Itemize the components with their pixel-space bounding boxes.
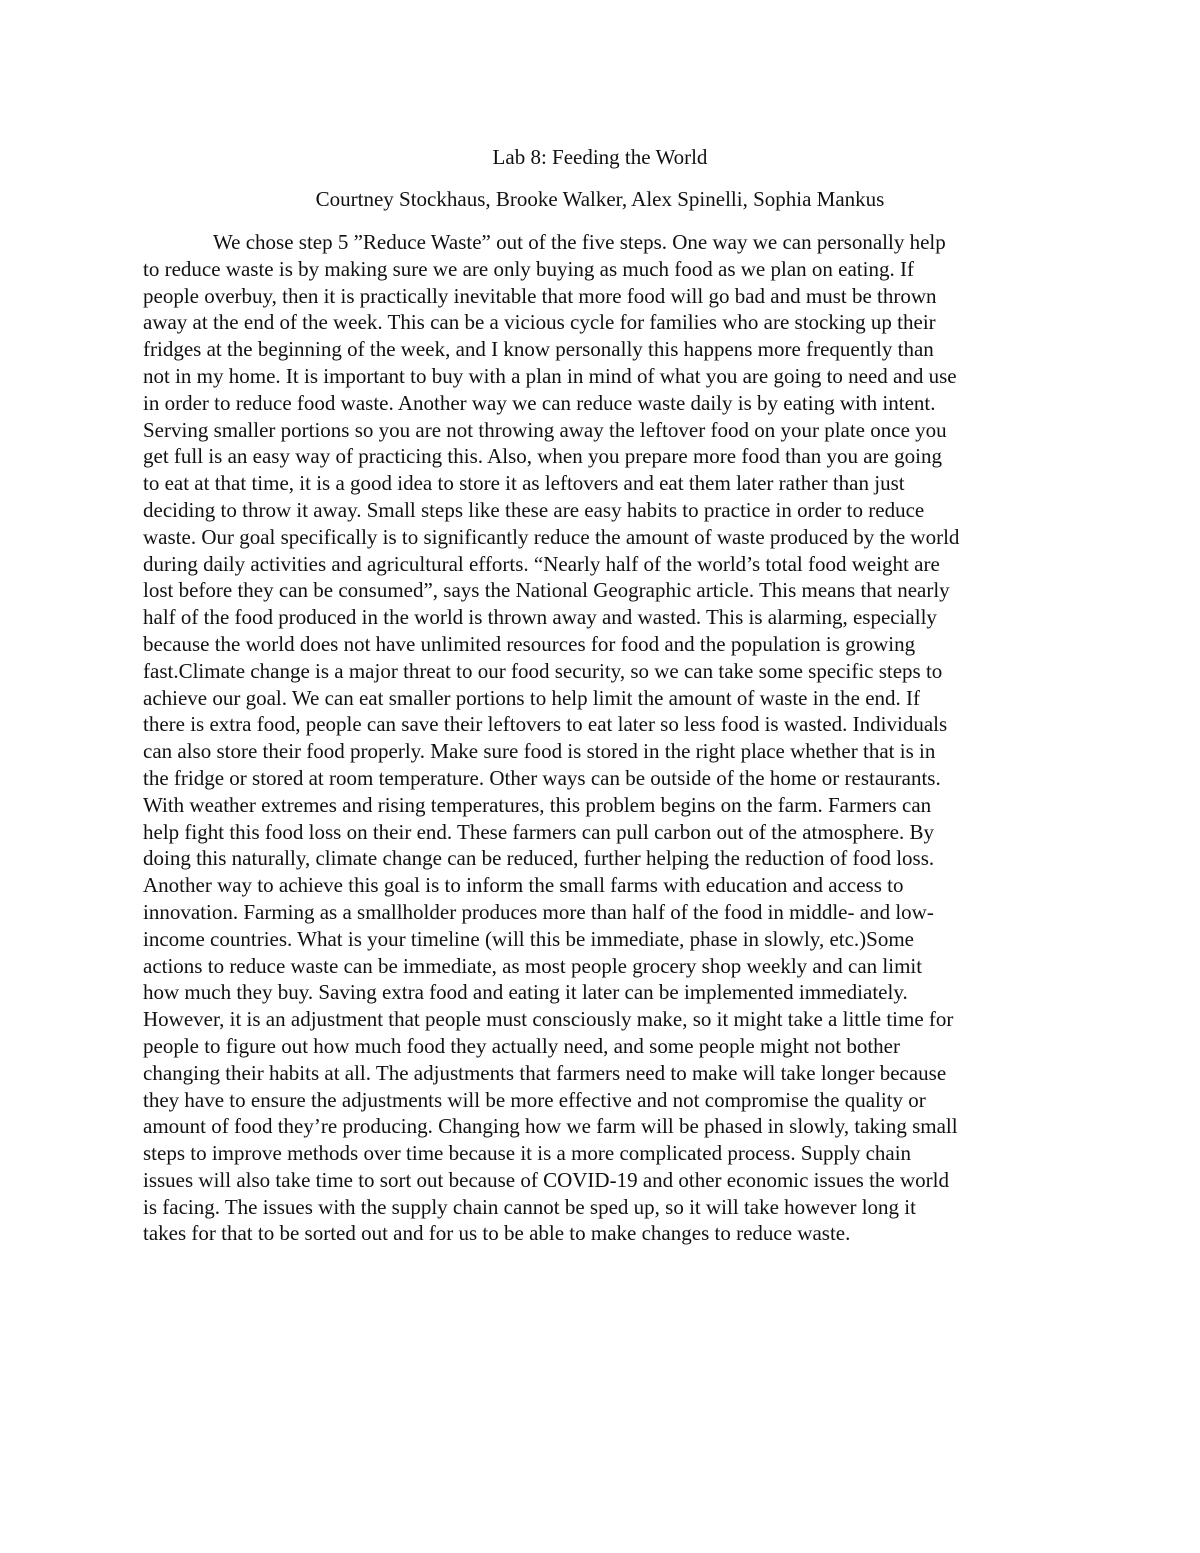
body-line: can also store their food properly. Make sure food is stored in the right place whether that is in bbox=[143, 739, 936, 764]
body-line: to reduce waste is by making sure we are only buying as much food as we plan on eating. If bbox=[143, 256, 914, 281]
body-line: actions to reduce waste can be immediate, as most people grocery shop weekly and can limit bbox=[143, 953, 923, 978]
body-line: away at the end of the week. This can be a vicious cycle for families who are stocking up their bbox=[143, 310, 936, 335]
body-line: takes for that to be sorted out and for us to be able to make changes to reduce waste. bbox=[143, 1221, 851, 1246]
body-line: is facing. The issues with the supply chain cannot be sped up, so it will take however long it bbox=[143, 1194, 916, 1219]
body-line: amount of food they’re producing. Changing how we farm will be phased in slowly, taking small bbox=[143, 1114, 958, 1139]
body-line: With weather extremes and rising temperatures, this problem begins on the farm. Farmers can bbox=[143, 792, 932, 817]
body-line: doing this naturally, climate change can be reduced, further helping the reduction of food loss. bbox=[143, 846, 935, 871]
body-line: deciding to throw it away. Small steps like these are easy habits to practice in order to reduce bbox=[143, 497, 925, 522]
document-authors: Courtney Stockhaus, Brooke Walker, Alex Spinelli, Sophia Mankus bbox=[315, 187, 885, 211]
body-line: in order to reduce food waste. Another way we can reduce waste daily is by eating with intent. bbox=[143, 390, 936, 415]
body-line: steps to improve methods over time because it is a more complicated process. Supply chain bbox=[143, 1141, 912, 1166]
body-line: income countries. What is your timeline (will this be immediate, phase in slowly, etc.)Some bbox=[143, 926, 915, 951]
document-body bbox=[143, 229, 1103, 1247]
body-line: Serving smaller portions so you are not throwing away the leftover food on your plate once you bbox=[143, 417, 947, 442]
body-line: We chose step 5 ”Reduce Waste” out of the five steps. One way we can personally help bbox=[213, 230, 946, 254]
body-line: fridges at the beginning of the week, and I know personally this happens more frequently than bbox=[143, 337, 934, 362]
body-line: help fight this food loss on their end. These farmers can pull carbon out of the atmosphere. By bbox=[143, 819, 935, 844]
body-line: how much they buy. Saving extra food and eating it later can be implemented immediately. bbox=[143, 980, 908, 1005]
body-line: to eat at that time, it is a good idea to store it as leftovers and eat them later rather than just bbox=[143, 471, 905, 496]
body-line: get full is an easy way of practicing this. Also, when you prepare more food than you are going bbox=[143, 444, 942, 469]
body-line: achieve our goal. We can eat smaller portions to help limit the amount of waste in the end. If bbox=[143, 685, 921, 710]
body-line: they have to ensure the adjustments will be more effective and not compromise the quality or bbox=[143, 1087, 926, 1112]
body-line: the fridge or stored at room temperature. Other ways can be outside of the home or restaurants. bbox=[143, 765, 941, 790]
document-title: Lab 8: Feeding the World bbox=[492, 145, 708, 169]
body-line: However, it is an adjustment that people must consciously make, so it might take a little time for bbox=[143, 1007, 954, 1032]
body-line: fast.Climate change is a major threat to our food security, so we can take some specific steps to bbox=[143, 658, 943, 683]
body-line: waste. Our goal specifically is to significantly reduce the amount of waste produced by the world bbox=[143, 524, 960, 549]
body-line: not in my home. It is important to buy with a plan in mind of what you are going to need and use bbox=[143, 363, 957, 388]
body-line: changing their habits at all. The adjustments that farmers need to make will take longer because bbox=[143, 1060, 947, 1085]
body-line: people overbuy, then it is practically inevitable that more food will go bad and must be thrown bbox=[143, 283, 937, 308]
body-line: innovation. Farming as a smallholder produces more than half of the food in middle- and low- bbox=[143, 899, 934, 924]
body-line: there is extra food, people can save their leftovers to eat later so less food is wasted. Individuals bbox=[143, 712, 948, 737]
body-line: because the world does not have unlimited resources for food and the population is growing bbox=[143, 631, 916, 656]
body-line: during daily activities and agricultural efforts. “Nearly half of the world’s total food weight are bbox=[143, 551, 940, 576]
body-line: issues will also take time to sort out because of COVID-19 and other economic issues the world bbox=[143, 1167, 949, 1192]
body-line: people to figure out how much food they actually need, and some people might not bother bbox=[143, 1033, 900, 1058]
body-line: Another way to achieve this goal is to inform the small farms with education and access to bbox=[143, 873, 904, 898]
body-line: lost before they can be consumed”, says the National Geographic article. This means that nearly bbox=[143, 578, 950, 603]
body-line: half of the food produced in the world is thrown away and wasted. This is alarming, especially bbox=[143, 605, 937, 630]
